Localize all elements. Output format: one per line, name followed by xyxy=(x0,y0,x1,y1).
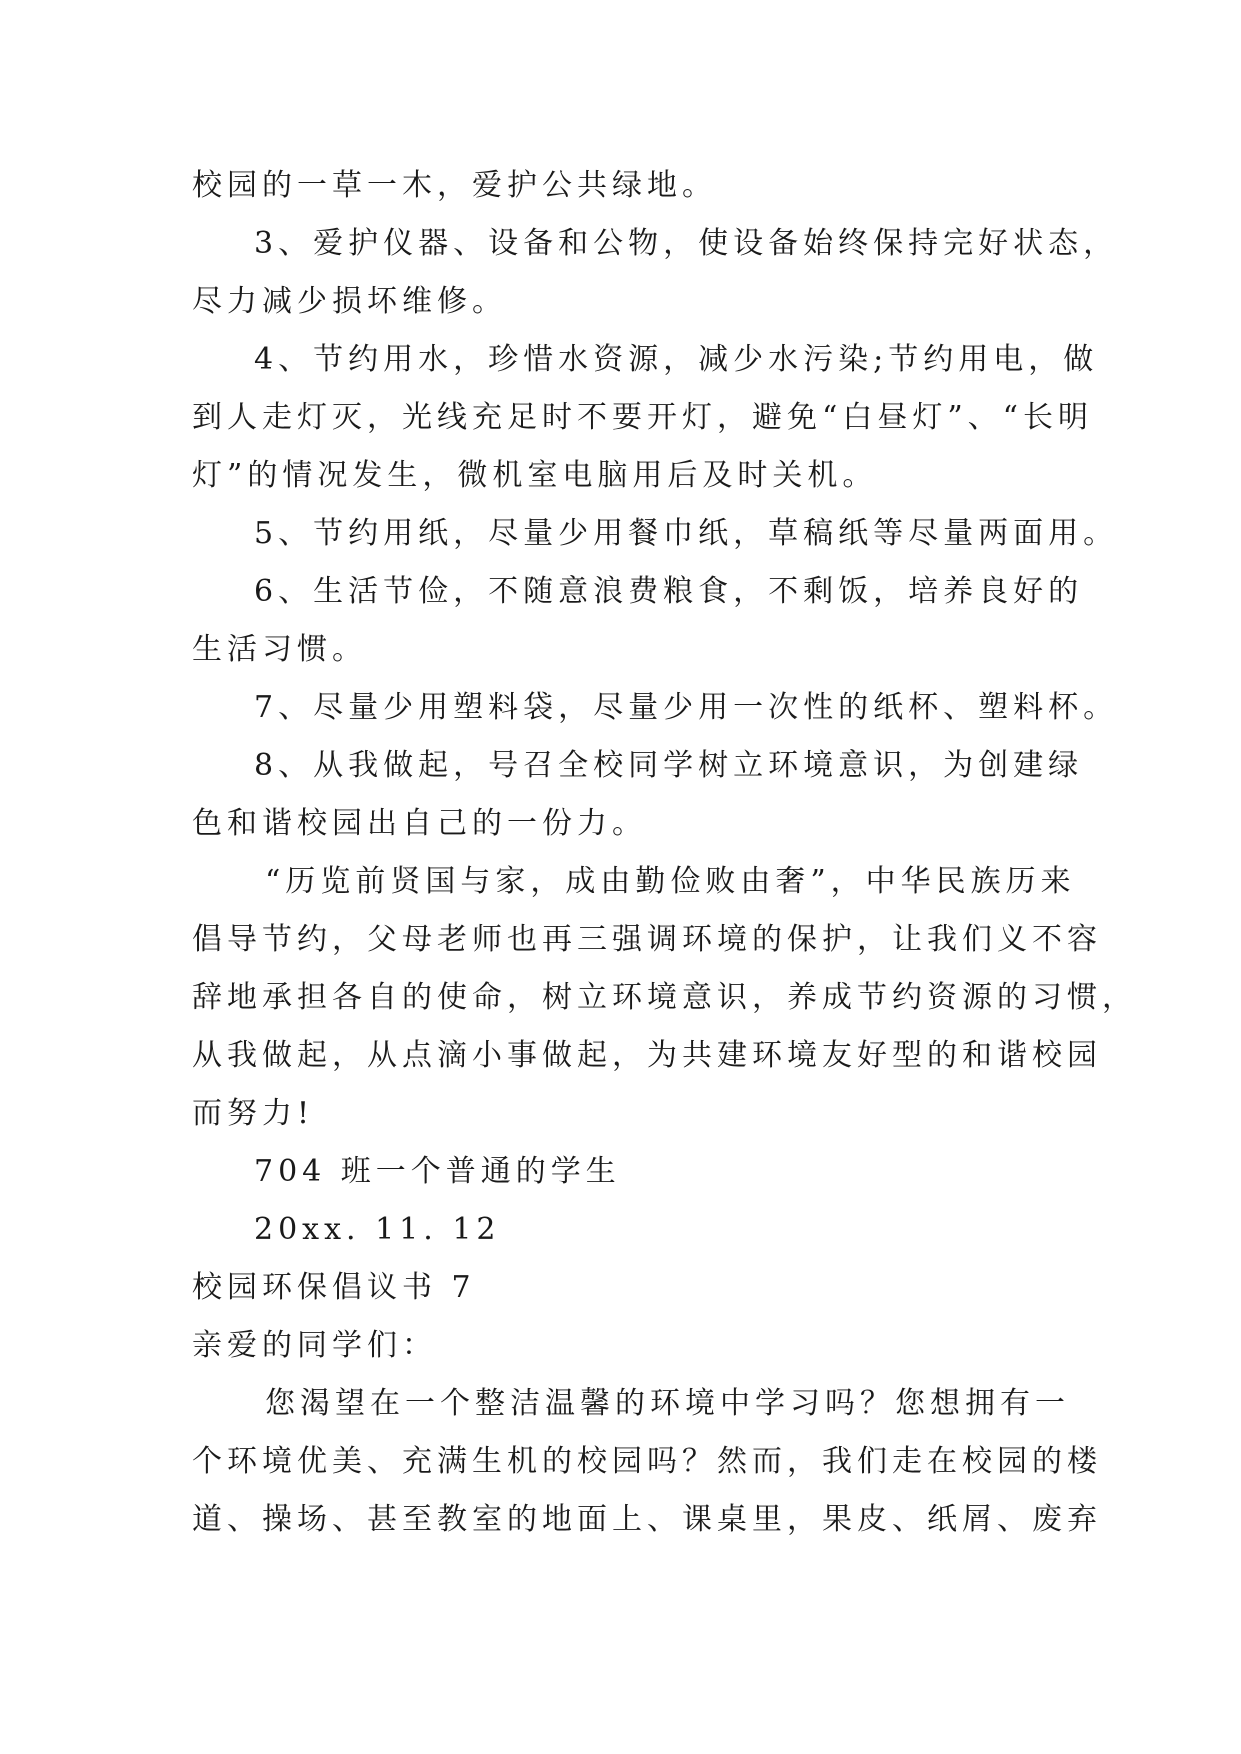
paragraph-line: 倡导节约，父母老师也再三强调环境的保护，让我们义不容 xyxy=(192,922,1102,957)
paragraph-line: 到人走灯灭，光线充足时不要开灯，避免“白昼灯”、“长明 xyxy=(192,400,1094,435)
paragraph-line: 尽力减少损坏维修。 xyxy=(192,284,507,319)
paragraph-line: 而努力! xyxy=(192,1096,315,1131)
paragraph-line: 您渴望在一个整洁温馨的环境中学习吗？您想拥有一 xyxy=(265,1386,1070,1421)
paragraph-line: 道、操场、甚至教室的地面上、课桌里，果皮、纸屑、废弃 xyxy=(192,1502,1102,1537)
paragraph-line: 4、节约用水，珍惜水资源，减少水污染;节约用电，做 xyxy=(254,342,1099,377)
paragraph-line: 7、尽量少用塑料袋，尽量少用一次性的纸杯、塑料杯。 xyxy=(254,690,1119,725)
paragraph-line: 6、生活节俭，不随意浪费粮食，不剩饭，培养良好的 xyxy=(254,574,1084,609)
date-line: 20xx. 11. 12 xyxy=(254,1212,501,1247)
paragraph-line: 个环境优美、充满生机的校园吗？然而，我们走在校园的楼 xyxy=(192,1444,1102,1479)
salutation: 亲爱的同学们： xyxy=(192,1328,437,1363)
paragraph-line: 5、节约用纸，尽量少用餐巾纸，草稿纸等尽量两面用。 xyxy=(254,516,1119,551)
signature-line: 704 班一个普通的学生 xyxy=(254,1154,621,1189)
section-title: 校园环保倡议书 7 xyxy=(192,1270,476,1305)
paragraph-line: 生活习惯。 xyxy=(192,632,367,667)
paragraph-line: 校园的一草一木，爱护公共绿地。 xyxy=(192,168,717,203)
paragraph-line: 灯”的情况发生，微机室电脑用后及时关机。 xyxy=(192,458,878,493)
paragraph-line: 色和谐校园出自己的一份力。 xyxy=(192,806,647,841)
paragraph-line: “历览前贤国与家，成由勤俭败由奢”，中华民族历来 xyxy=(265,864,1076,899)
paragraph-line: 8、从我做起，号召全校同学树立环境意识，为创建绿 xyxy=(254,748,1084,783)
paragraph-line: 3、爱护仪器、设备和公物，使设备始终保持完好状态， xyxy=(254,226,1119,261)
paragraph-line: 从我做起，从点滴小事做起，为共建环境友好型的和谐校园 xyxy=(192,1038,1102,1073)
paragraph-line: 辞地承担各自的使命，树立环境意识，养成节约资源的习惯， xyxy=(192,980,1137,1015)
